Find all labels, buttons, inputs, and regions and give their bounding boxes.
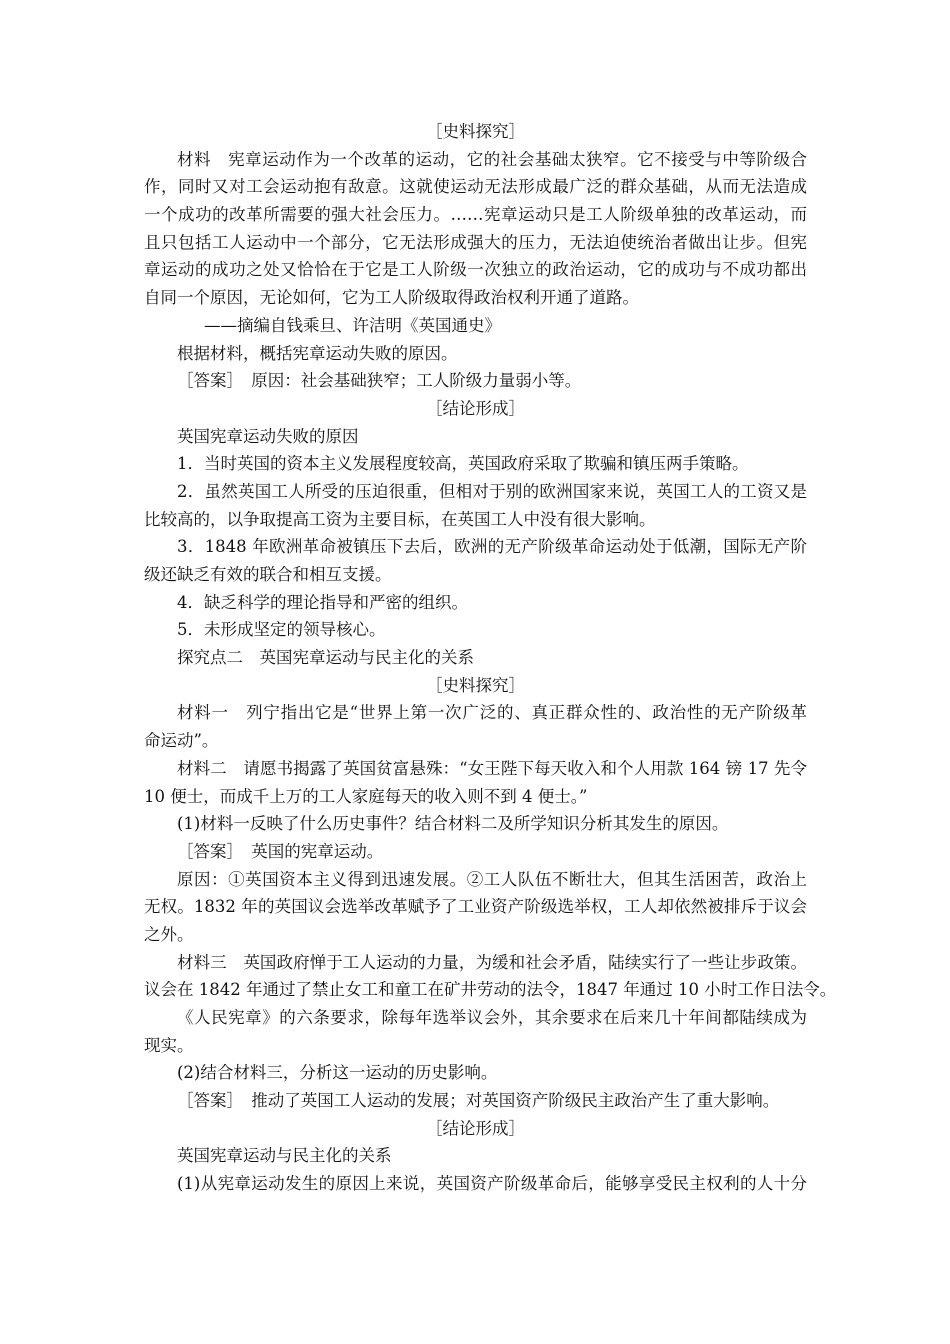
section-heading: ［史料探究］ bbox=[426, 675, 525, 695]
document-page bbox=[144, 118, 837, 1198]
list-item: 3．1848 年欧洲革命被镇压下去后，欧洲的无产阶级革命运动处于低潮，国际无产阶 bbox=[177, 537, 807, 557]
section-heading: ［史料探究］ bbox=[426, 122, 525, 141]
paragraph-line: (1)从宪章运动发生的原因上来说，英国资产阶级革命后，能够享受民主权利的人十分 bbox=[177, 1174, 807, 1194]
paragraph-line: 材料二 请愿书揭露了英国贫富悬殊：“女王陛下每天收入和个人用款 164 镑 17 先令 bbox=[177, 758, 807, 778]
list-item: 5．未形成坚定的领导核心。 bbox=[177, 620, 386, 640]
paragraph-line: 材料三 英国政府惮于工人运动的力量，为缓和社会矛盾，陆续实行了一些让步政策。 bbox=[177, 952, 807, 972]
paragraph-line: 自同一个原因，无论如何，它为工人阶级取得政治权利开通了道路。 bbox=[144, 288, 639, 308]
paragraph-line: 材料 宪章运动作为一个改革的运动，它的社会基础太狭窄。它不接受与中等阶级合 bbox=[177, 149, 807, 169]
subheading: 探究点二 英国宪章运动与民主化的关系 bbox=[177, 648, 474, 668]
list-item-continuation: 级还缺乏有效的联合和相互支援。 bbox=[144, 565, 392, 584]
paragraph-line: 命运动”。 bbox=[144, 731, 219, 751]
paragraph-line: 议会在 1842 年通过了禁止女工和童工在矿井劳动的法令，1847 年通过 10 小时工作日法令。 bbox=[144, 980, 837, 1000]
answer: ［答案］ 推动了英国工人运动的发展；对英国资产阶级民主政治产生了重大影响。 bbox=[177, 1091, 780, 1111]
paragraph-line: 作，同时又对工会运动抱有敌意。这就使运动无法形成最广泛的群众基础，从而无法造成 bbox=[144, 177, 807, 197]
answer: ［答案］ 原因：社会基础狭窄；工人阶级力量弱小等。 bbox=[177, 371, 582, 391]
paragraph-line: 10 便士，而成千上万的工人家庭每天的收入则不到 4 便士。” bbox=[144, 786, 588, 806]
list-item: 2．虽然英国工人所受的压迫很重，但相对于别的欧洲国家来说，英国工人的工资又是 bbox=[177, 481, 807, 501]
question: (2)结合材料三，分析这一运动的历史影响。 bbox=[177, 1063, 498, 1083]
section-heading: ［结论形成］ bbox=[426, 1118, 525, 1138]
answer: ［答案］ 英国的宪章运动。 bbox=[177, 841, 384, 861]
question: 根据材料，概括宪章运动失败的原因。 bbox=[177, 343, 458, 363]
section-heading: ［结论形成］ bbox=[426, 398, 525, 418]
list-item: 1．当时英国的资本主义发展程度较高，英国政府采取了欺骗和镇压两手策略。 bbox=[177, 454, 749, 474]
paragraph-line: 且只包括工人运动中一个部分，它无法形成强大的压力，无法迫使统治者做出让步。但宪 bbox=[144, 232, 807, 252]
subheading: 英国宪章运动失败的原因 bbox=[177, 426, 359, 446]
subheading: 英国宪章运动与民主化的关系 bbox=[177, 1146, 392, 1166]
citation: ——摘编自钱乘旦、许洁明《英国通史》 bbox=[204, 315, 501, 335]
paragraph-line: 原因：①英国资本主义得到迅速发展。②工人队伍不断壮大，但其生活困苦，政治上 bbox=[177, 869, 807, 889]
question: (1)材料一反映了什么历史事件？结合材料二及所学知识分析其发生的原因。 bbox=[177, 814, 729, 834]
paragraph-line: 现实。 bbox=[144, 1035, 194, 1055]
paragraph-line: 之外。 bbox=[144, 924, 194, 944]
list-item: 4．缺乏科学的理论指导和严密的组织。 bbox=[177, 592, 468, 612]
paragraph-line: 章运动的成功之处又恰恰在于它是工人阶级一次独立的政治运动，它的成功与不成功都出 bbox=[144, 260, 807, 280]
paragraph-line: 无权。1832 年的英国议会选举改革赋予了工业资产阶级选举权，工人却依然被排斥于议会 bbox=[144, 897, 807, 917]
paragraph-line: 《人民宪章》的六条要求，除每年选举议会外，其余要求在后来几十年间都陆续成为 bbox=[177, 1008, 807, 1027]
paragraph-line: 材料一 列宁指出它是“世界上第一次广泛的、真正群众性的、政治性的无产阶级革 bbox=[177, 703, 807, 723]
list-item-continuation: 比较高的，以争取提高工资为主要目标，在英国工人中没有很大影响。 bbox=[144, 509, 656, 529]
paragraph-line: 一个成功的改革所需要的强大社会压力。……宪章运动只是工人阶级单独的改革运动，而 bbox=[144, 205, 807, 225]
